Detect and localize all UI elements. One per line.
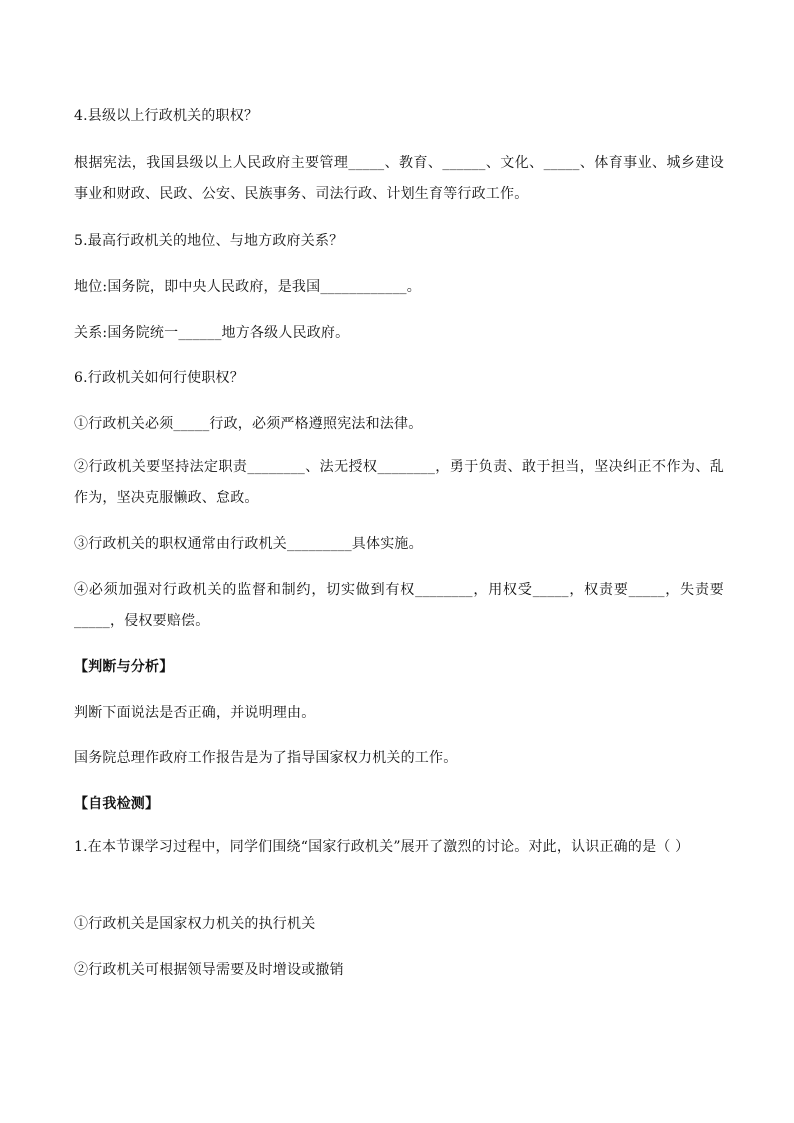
section-selftest-heading: 【自我检测】 xyxy=(74,796,160,812)
question-5-status: 地位:国务院，即中央人民政府，是我国____________。 xyxy=(74,279,421,295)
judge-statement: 国务院总理作政府工作报告是为了指导国家权力机关的工作。 xyxy=(74,750,458,766)
section-judge-heading: 【判断与分析】 xyxy=(74,659,174,675)
question-6-item-1: ①行政机关必须_____行政，必须严格遵照宪法和法律。 xyxy=(74,416,423,432)
question-4-body: 根据宪法，我国县级以上人民政府主要管理_____、教育、______、文化、_____、体育事业、城乡建设事业和财政、民政、公安、民族事务、司法行政、计划生育等行政工作。 xyxy=(74,155,724,202)
question-6-title: 6.行政机关如何行使职权？ xyxy=(74,370,244,386)
selftest-option-1: ①行政机关是国家权力机关的执行机关 xyxy=(74,916,316,932)
selftest-question-1: 1.在本节课学习过程中，同学们围绕“国家行政机关”展开了激烈的讨论。对此，认识正确的是（ ） xyxy=(74,839,690,855)
question-6-item-3: ③行政机关的职权通常由行政机关_________具体实施。 xyxy=(74,536,423,552)
question-4-title: 4.县级以上行政机关的职权？ xyxy=(74,108,259,124)
selftest-option-2: ②行政机关可根据领导需要及时增设或撤销 xyxy=(74,962,344,978)
question-6-item-2: ②行政机关要坚持法定职责________、法无授权________，勇于负责、敢于担当，坚决纠正不作为、乱作为，坚决克服懒政、怠政。 xyxy=(74,459,724,506)
judge-instruction: 判断下面说法是否正确，并说明理由。 xyxy=(74,705,316,721)
question-5-title: 5.最高行政机关的地位、与地方政府关系？ xyxy=(74,233,344,249)
question-6-item-4: ④必须加强对行政机关的监督和制约，切实做到有权________，用权受_____，权责要_____，失责要_____，侵权要赔偿。 xyxy=(74,582,724,629)
question-5-relation: 关系:国务院统一______地方各级人民政府。 xyxy=(74,325,350,341)
